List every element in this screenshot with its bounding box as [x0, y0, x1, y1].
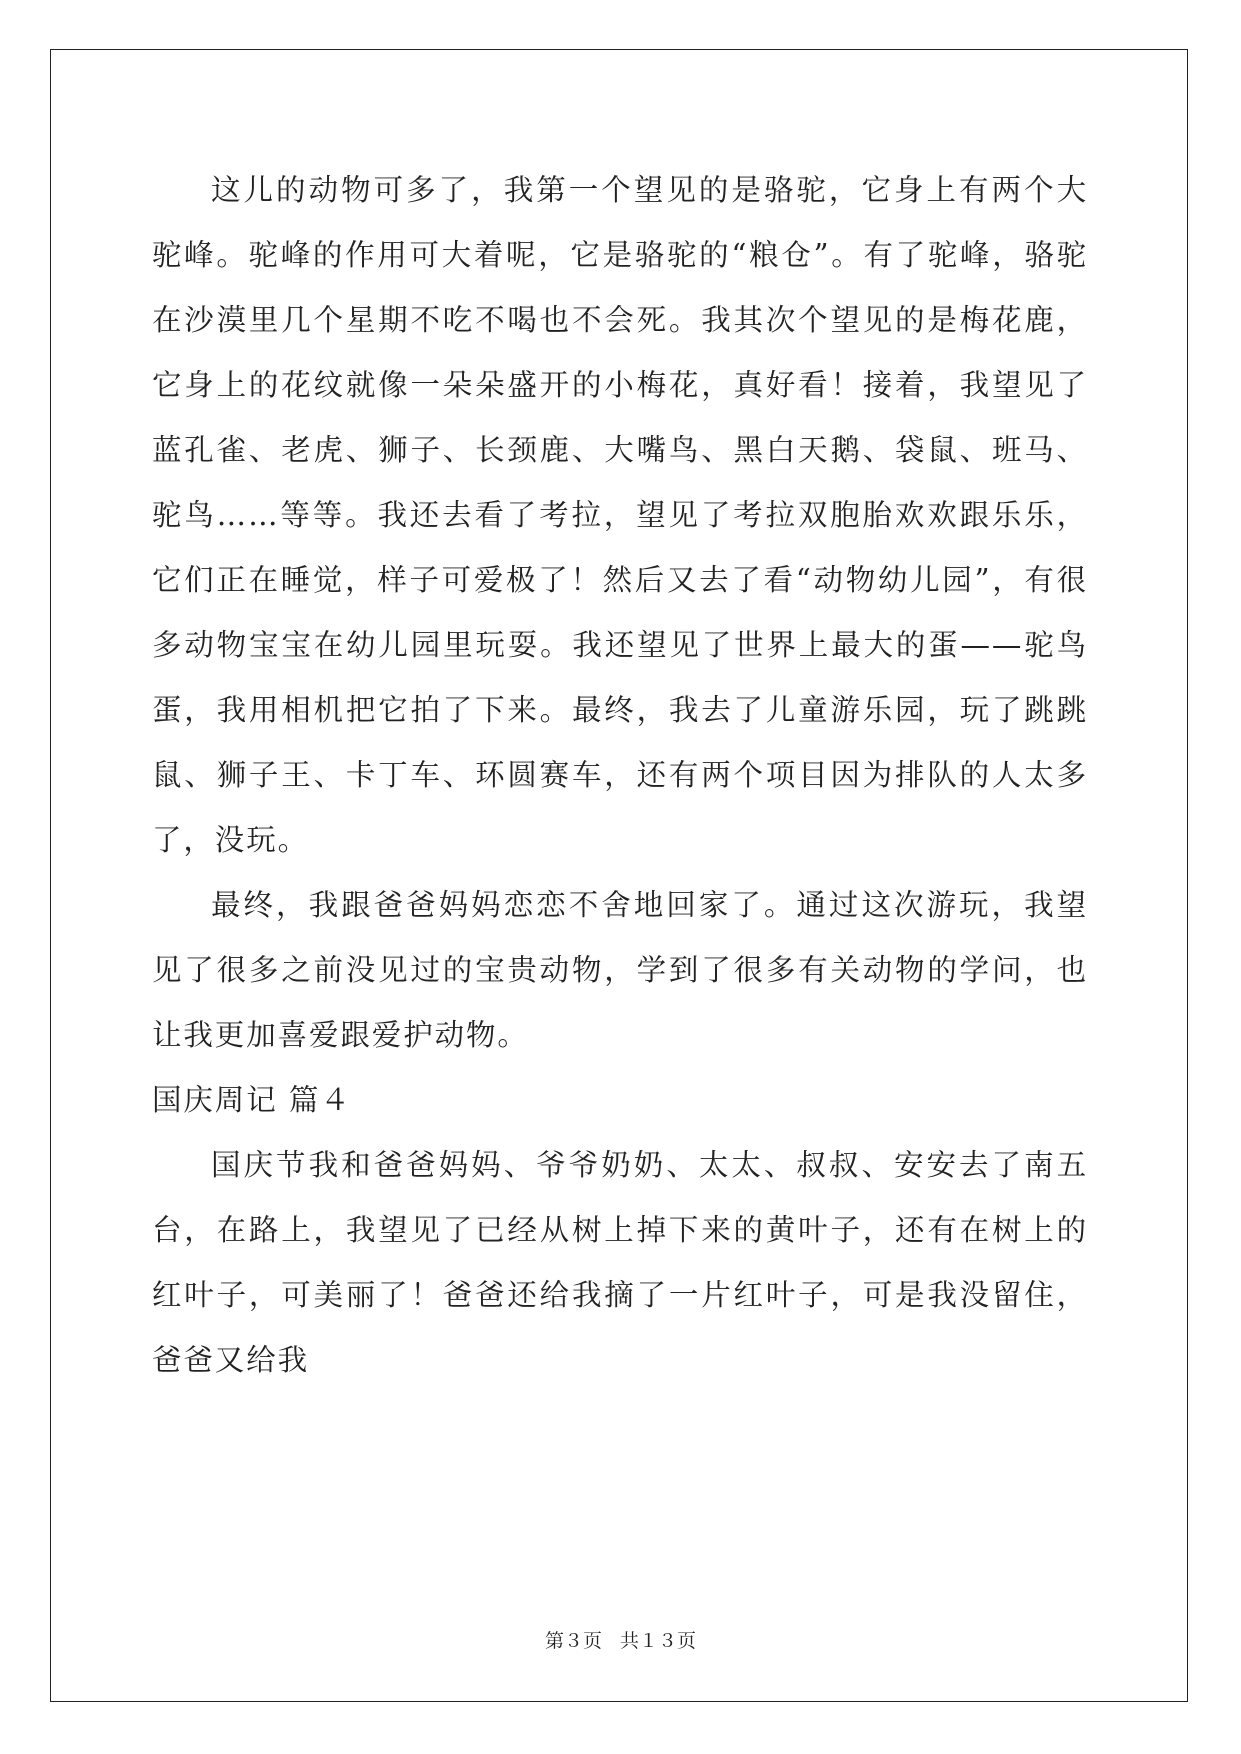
page-number: 第３页 [544, 1630, 602, 1652]
page-footer [0, 1626, 1241, 1653]
paragraph-national-day: 国庆节我和爸爸妈妈、爷爷奶奶、太太、叔叔、安安去了南五台，在路上，我望见了已经从树上掉下来的黄叶子，还有在树上的红叶子，可美丽了！爸爸还给我摘了一片红叶子，可是我没留住，爸爸又给我 [152, 1148, 1088, 1377]
document-body [152, 158, 1088, 1393]
paragraph-going-home: 最终，我跟爸爸妈妈恋恋不舍地回家了。通过这次游玩，我望见了很多之前没见过的宝贵动物，学到了很多有关动物的学问，也让我更加喜爱跟爱护动物。 [152, 888, 1088, 1052]
page-total: 共１３页 [620, 1630, 697, 1652]
section-heading: 国庆周记 篇４ [152, 1083, 352, 1117]
paragraph-animals: 这儿的动物可多了，我第一个望见的是骆驼，它身上有两个大驼峰。驼峰的作用可大着呢，它是骆驼的“粮仓”。有了驼峰，骆驼在沙漠里几个星期不吃不喝也不会死。我其次个望见的是梅花鹿，它身上的花纹就像一朵朵盛开的小梅花，真好看！接着，我望见了蓝孔雀、老虎、狮子、长颈鹿、大嘴鸟、黑白天鹅、袋鼠、班马、驼鸟……等等。我还去看了考拉，望见了考拉双胞胎欢欢跟乐乐，它们正在睡觉，样子可爱极了！然后又去了看“动物幼儿园”，有很多动物宝宝在幼儿园里玩耍。我还望见了世界上最大的蛋——驼鸟蛋，我用相机把它拍了下来。最终，我去了儿童游乐园，玩了跳跳鼠、狮子王、卡丁车、环圆赛车，还有两个项目因为排队的人太多了，没玩。 [152, 173, 1088, 857]
